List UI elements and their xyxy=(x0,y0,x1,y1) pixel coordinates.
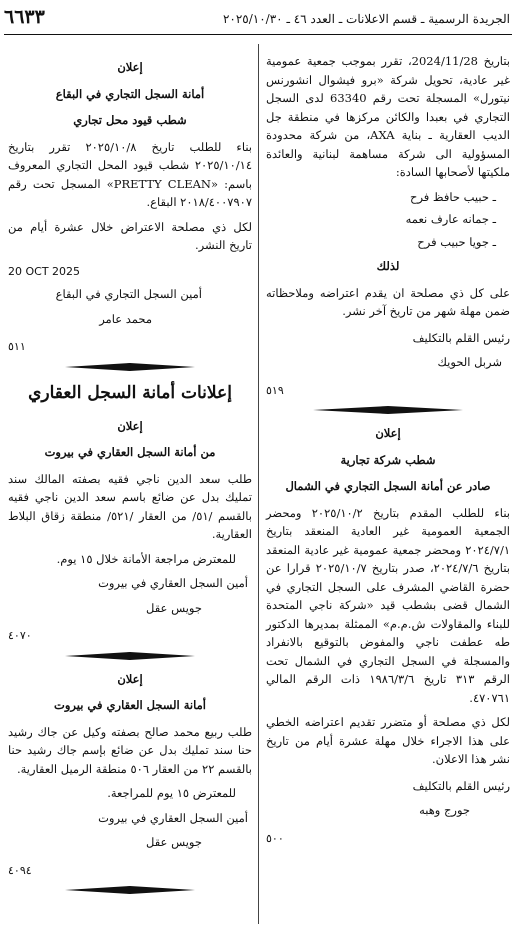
signature-title: أمين السجل العقاري في بيروت xyxy=(98,810,248,825)
notice-number: ٥١١ xyxy=(8,340,26,353)
notice-title-deed-2 xyxy=(8,670,252,881)
notice-label: إعلان xyxy=(117,60,143,74)
separator-ornament xyxy=(8,886,252,894)
owner-item: ـ حبيب حافظ فرح xyxy=(410,189,496,204)
owner-item: ـ جويا حبيب فرح xyxy=(417,234,496,249)
signature-name: جورج وهبه xyxy=(419,803,470,817)
notice-company-conversion xyxy=(266,52,510,400)
page-number: ٦٦٣٣ xyxy=(4,6,45,28)
header-rule xyxy=(4,34,512,35)
separator-ornament xyxy=(8,363,252,371)
notice-title: من أمانة السجل العقاري في بيروت xyxy=(44,445,216,459)
notice-title: أمانة السجل التجاري في البقاع xyxy=(55,86,205,101)
signature-name: جويس عقل xyxy=(146,835,202,849)
notice-paragraph: طلب ربيع محمد صالح بصفته وكيل عن جاك رشيد حنا سند تمليك بدل عن ضائع بإسم جاك رشيد حنا بالقسم ٢٢ من العقار ٥٠٦ منطقة الرميل العقارية. xyxy=(8,724,252,776)
notice-number: ٤٠٧٠ xyxy=(8,629,32,642)
notice-paragraph: بناء للطلب المقدم بتاريخ ٢٠٢٥/١٠/٢ ومحضر الجمعية العمومية غير العادية المنعقد بتاريخ ٢٠٢٤/٧/١ ومحضر جمعية عمومية غير عادية المنعقد بتاريخ ٢٠٢٤/٧/٦، صدر بتاريخ ٢٠٢٥/١٠/٧ قرارا عن حضرة القاضي المشرف على السجل التجاري في الشمال قضى بشطب قيد «شركة ناجي المتحدة للبناء والمقاولات ش.م.م» الممثلة بمديرها الدكتور طه عطفت ناجي والمفوض بالتوقيع بالانفراد والمسجلة في السجل التجاري في الشمال تحت الرقم ٣١٣ تاريخ ١٩٨٦/٣/٦ ذات الرقم المالي ٤٧٠٧٦١. xyxy=(266,505,510,705)
notice-paragraph: على كل ذي مصلحة ان يقدم اعتراضه وملاحظاته ضمن مهلة شهر من تاريخ آخر نشر. xyxy=(266,285,510,318)
notice-paragraph: للمعترض مراجعة الأمانة خلال ١٥ يوم. xyxy=(56,551,236,566)
notice-paragraph: بتاريخ 2024/11/28، تقرر بموجب جمعية عمومية غير عادية، تحويل شركة «برو فيشوال انشورنس نيتورل» المسجلة تحت رقم 63340 لدى السجل التجاري في بعبدا والكائن مركزها في منطقة جل الديب العقارية ـ بناية AXA، من شركة محدودة المسؤولية الى شركة مساهمة لبنانية والعائدة ملكيتها لأصحابها السادة: xyxy=(266,54,510,179)
header-title: الجريدة الرسمية ـ قسم الاعلانات ـ العدد ٤٦ ـ ٢٠٢٥/١٠/٣٠ xyxy=(222,12,510,26)
notice-label: إعلان xyxy=(117,418,143,433)
notice-date: 20 OCT 2025 xyxy=(8,264,81,278)
notice-number: ٥٠٠ xyxy=(266,831,284,845)
separator-ornament xyxy=(266,406,510,414)
notice-paragraph: لكل ذي مصلحة الاعتراض خلال عشرة أيام من تاريخ النشر. xyxy=(8,219,252,252)
signature-title: رئيس القلم بالتكليف xyxy=(412,778,510,793)
signature-name: محمد عامر xyxy=(99,311,152,326)
signature-title: رئيس القلم بالتكليف xyxy=(412,330,510,345)
notice-shop-deregistration xyxy=(8,58,252,357)
signature-title: أمين السجل التجاري في البقاع xyxy=(55,287,202,301)
notice-subtitle: شطب قيود محل تجاري xyxy=(73,113,187,127)
notice-label: إعلان xyxy=(375,426,401,440)
notice-heading: لذلك xyxy=(376,259,400,273)
notice-label: إعلان xyxy=(117,671,143,686)
section-title: إعلانات أمانة السجل العقاري xyxy=(28,382,232,403)
column-divider xyxy=(258,44,259,924)
notice-title: أمانة السجل العقاري في بيروت xyxy=(54,698,206,712)
notice-number: ٤٠٩٤ xyxy=(8,863,32,877)
notice-company-deregistration xyxy=(266,424,510,848)
notice-number: ٥١٩ xyxy=(266,383,284,397)
left-column xyxy=(8,52,252,904)
signature-name: شربل الحويك xyxy=(437,355,502,369)
notice-paragraph: لكل ذي مصلحة أو متضرر تقديم اعتراضه الخطي على هذا الاجراء خلال مهلة عشرة أيام من تاريخ نشر هذا الاعلان. xyxy=(266,715,510,766)
signature-title: أمين السجل العقاري في بيروت xyxy=(98,576,248,590)
owner-item: ـ جمانه عارف نعمه xyxy=(405,212,496,226)
notice-paragraph: بناء للطلب تاريخ ٢٠٢٥/١٠/٨ تقرر بتاريخ ٢٠٢٥/١٠/١٤ شطب قيود المحل التجاري المعروف باسم: «PRETTY CLEAN» المسجل تحت رقم ٢٠١٨/٤٠٠٧٩٠٧ البقاع. xyxy=(8,139,252,209)
notice-paragraph: طلب سعد الدين ناجي فقيه بصفته المالك سند تمليك بدل عن ضائع باسم سعد الدين ناجي فقيه بالقسم /٥١/ من العقار /٥٢١/ منطقة زقاق البلاط العقارية. xyxy=(8,471,252,541)
notice-paragraph: للمعترض ١٥ يوم للمراجعة. xyxy=(107,786,236,800)
right-column xyxy=(266,52,510,852)
page-header xyxy=(0,6,516,32)
signature-name: جويس عقل xyxy=(146,600,202,615)
separator-ornament xyxy=(8,652,252,660)
notice-title-deed-1 xyxy=(8,417,252,646)
notice-title: شطب شركة تجارية xyxy=(340,452,436,467)
notice-subtitle: صادر عن أمانة السجل التجاري في الشمال xyxy=(285,479,491,493)
